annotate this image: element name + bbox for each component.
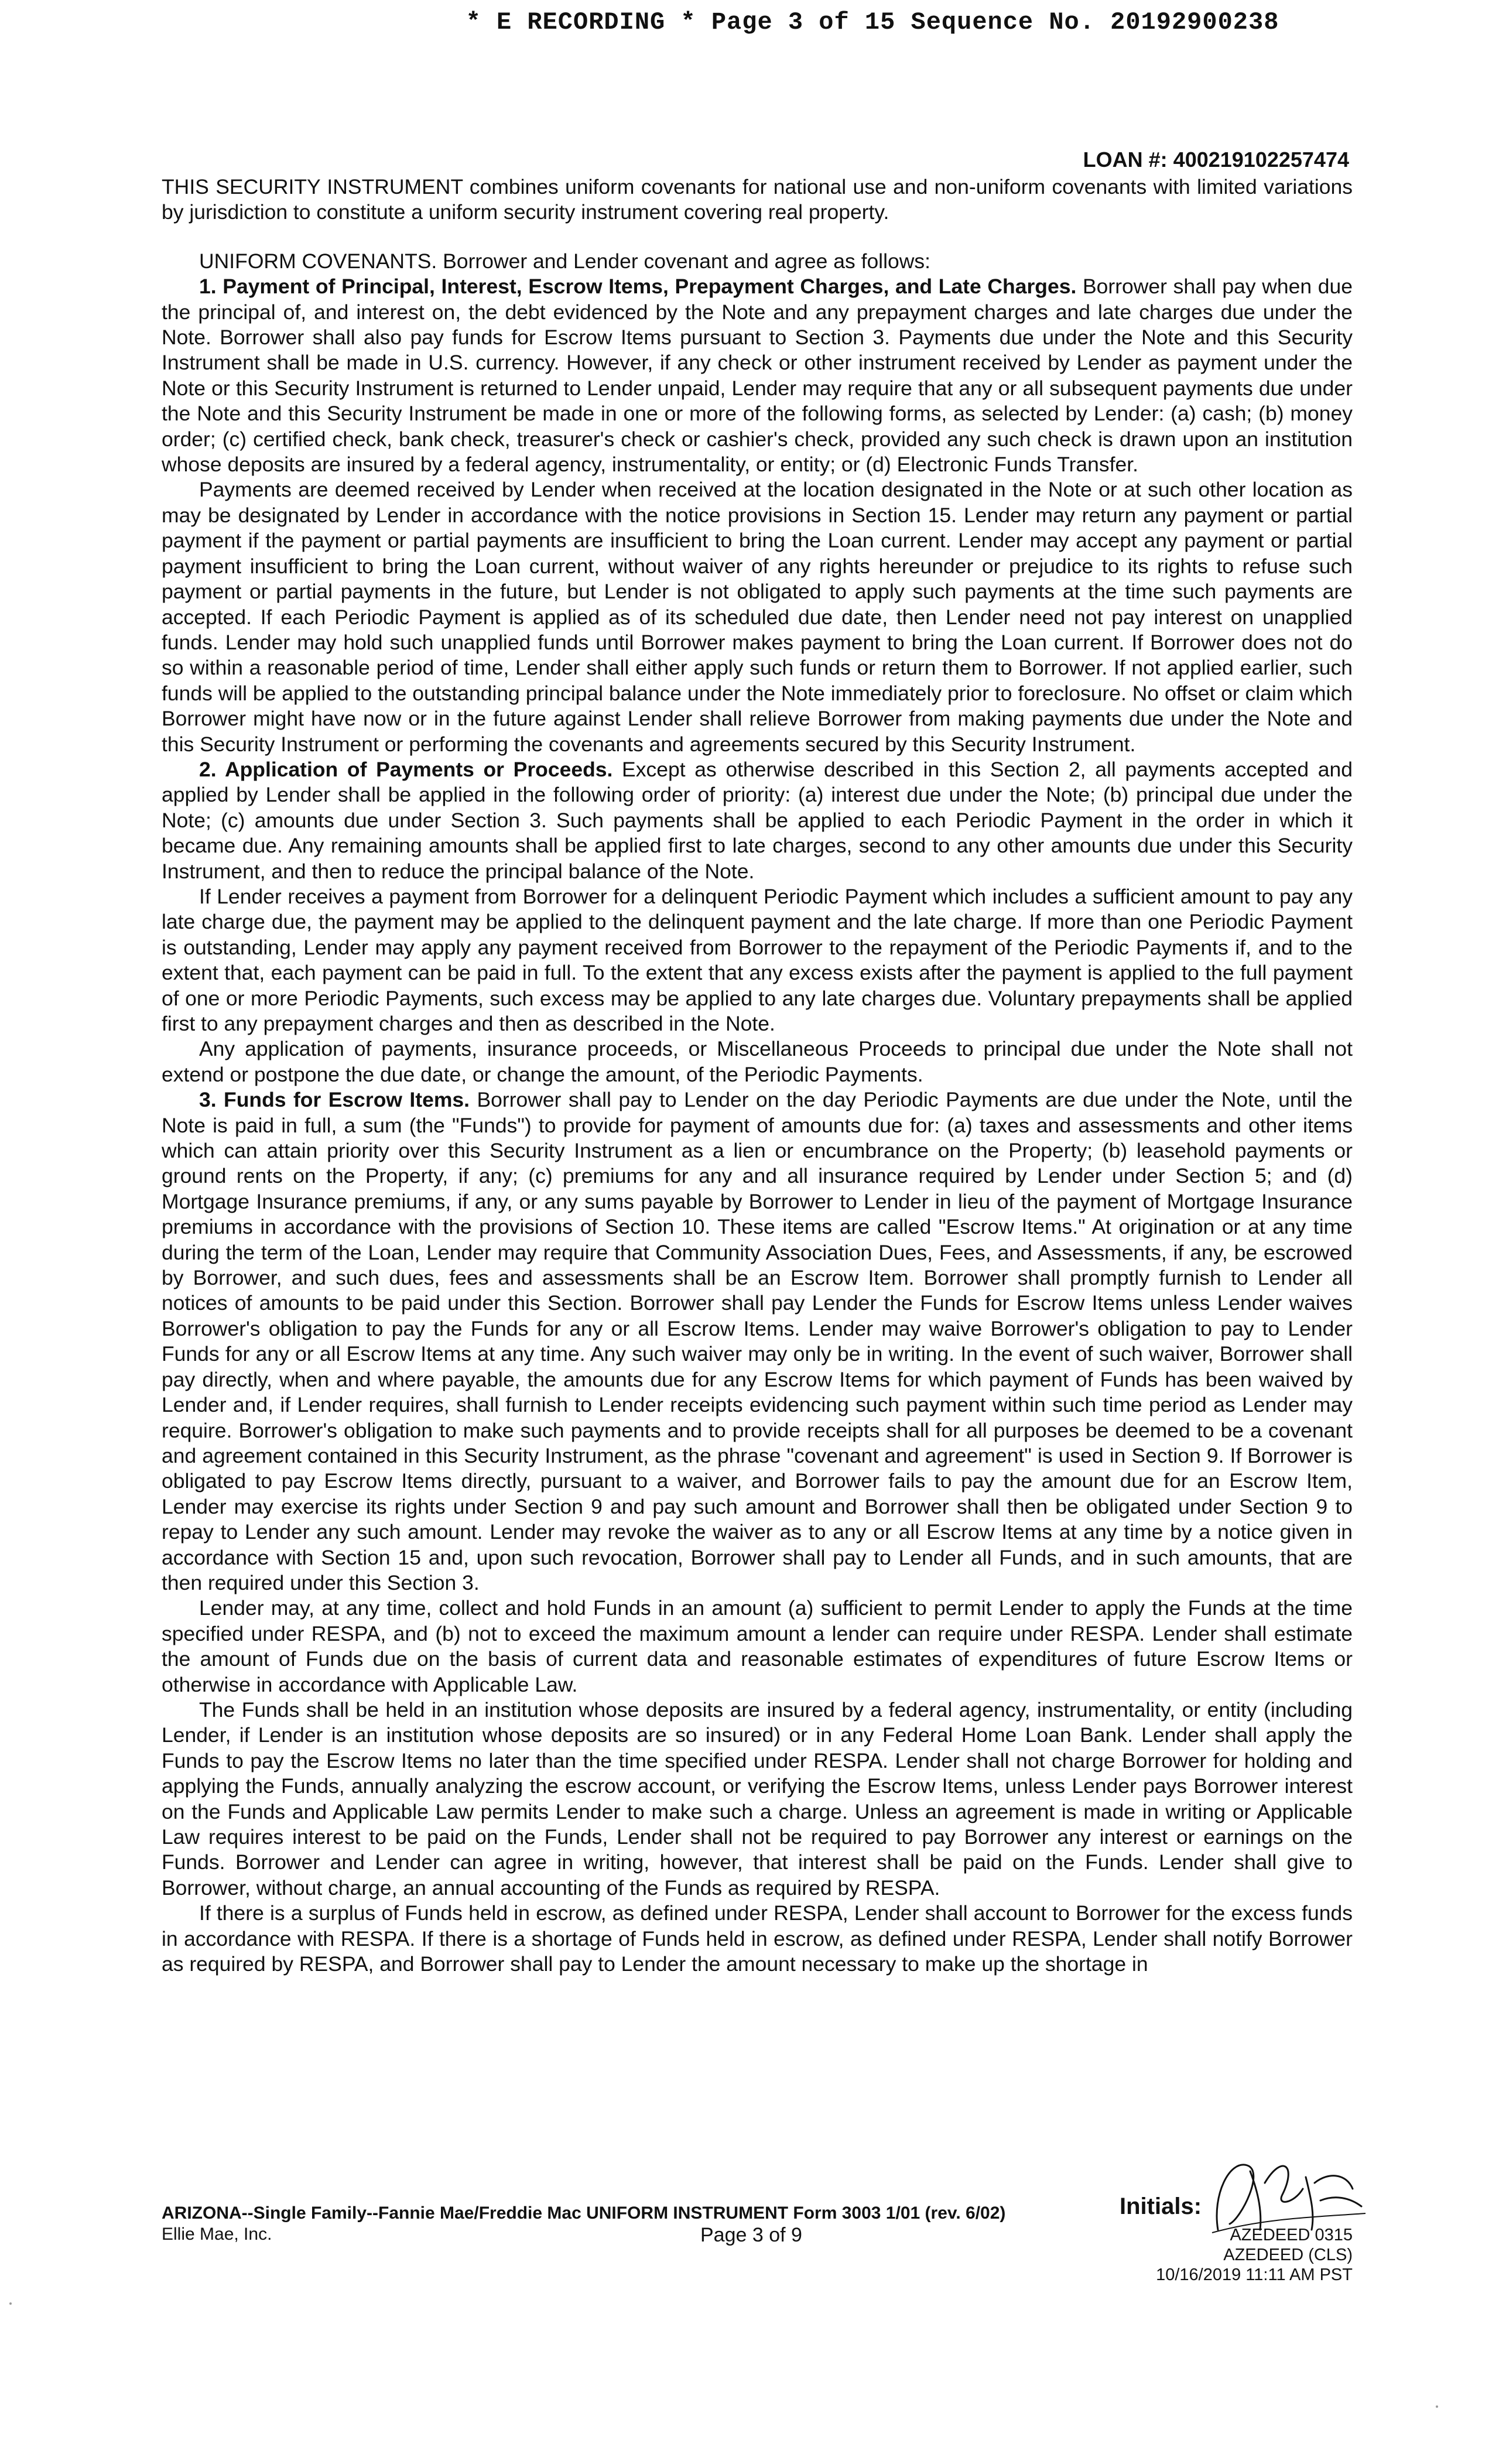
uniform-covenants-intro: UNIFORM COVENANTS. Borrower and Lender covenant and agree as follows: <box>199 249 930 273</box>
application-of-payments-paragraph: Any application of payments, insurance proceeds, or Miscellaneous Proceeds to principal due under the Note shall not extend or postpone the due date, or change the amount, of the Periodic Payments. <box>162 1037 1353 1086</box>
section-1-text: Borrower shall pay when due the principal of, and interest on, the debt evidenced by the Note and any prepayment charges and late charges due under the Note. Borrower shall also pay funds for Escrow Items pursuant to Section 3. Payments due under the Note and this Security Instrument shall be made in U.S. currency. However, if any check or other instrument received by Lender as payment under the Note or this Security Instrument is returned to Lender unpaid, Lender may require that any or all subsequent payments due under the Note and this Security Instrument be made in one or more of the following forms, as selected by Lender: (a) cash; (b) money order; (c) certified check, bank check, treasurer's check or cashier's check, provided any such check is drawn upon an institution whose deposits are insured by a federal agency, instrumentality, or entity; or (d) Electronic Funds Transfer. <box>162 275 1353 477</box>
stamp-line-3: 10/16/2019 11:11 AM PST <box>1156 2265 1353 2284</box>
vendor-name: Ellie Mae, Inc. <box>162 2225 272 2244</box>
recording-header: * E RECORDING * Page 3 of 15 Sequence No. 20192900238 <box>466 8 1279 36</box>
form-footer <box>162 2203 1005 2245</box>
form-identifier: ARIZONA--Single Family--Fannie Mae/Freddie Mac UNIFORM INSTRUMENT Form 3003 1/01 (rev. 6/02) <box>162 2203 1006 2223</box>
funds-held-paragraph: The Funds shall be held in an institution whose deposits are insured by a federal agency, instrumentality, or entity (including Lender, if Lender is an institution whose deposits are so insured) or in any Federal Home Loan Bank. Lender shall apply the Funds to pay the Escrow Items no later than the time specified under RESPA. Lender shall not charge Borrower for holding and applying the Funds, annually analyzing the escrow account, or verifying the Escrow Items, unless Lender pays Borrower interest on the Funds and Applicable Law permits Lender to make such a charge. Unless an agreement is made in writing or Applicable Law requires interest to be paid on the Funds, Lender shall not be required to pay Borrower any interest or earnings on the Funds. Borrower and Lender can agree in writing, however, that interest shall be paid on the Funds. Lender shall give to Borrower, without charge, an annual accounting of the Funds as required by RESPA. <box>162 1698 1353 1900</box>
stamp-line-2: AZEDEED (CLS) <box>1223 2246 1353 2264</box>
collect-funds-paragraph: Lender may, at any time, collect and hold Funds in an amount (a) sufficient to permit Lender to apply the Funds at the time specified under RESPA, and (b) not to exceed the maximum amount a lender can require under RESPA. Lender shall estimate the amount of Funds due on the basis of current data and reasonable estimates of expenditures of future Escrow Items or otherwise in accordance with Applicable Law. <box>162 1596 1353 1696</box>
section-2-paragraph <box>162 757 1353 884</box>
delinquent-payment-paragraph: If Lender receives a payment from Borrower for a delinquent Periodic Payment which includes a sufficient amount to pay any late charge due, the payment may be applied to the delinquent payment and the late charge. If more than one Periodic Payment is outstanding, Lender may apply any payment received from Borrower to the repayment of the Periodic Payments if, and to the extent that, each payment can be paid in full. To the extent that any excess exists after the payment is applied to the full payment of one or more Periodic Payments, such excess may be applied to any late charges due. Voluntary prepayments shall be applied first to any prepayment charges and then as described in the Note. <box>162 884 1353 1035</box>
page-number: Page 3 of 9 <box>700 2224 802 2246</box>
section-2-text: Except as otherwise described in this Section 2, all payments accepted and applied by Lender shall be applied in the following order of priority: (a) interest due under the Note; (b) principal due under the Note; (c) amounts due under Section 3. Such payments shall be applied to each Periodic Payment in the order in which it became due. Any remaining amounts shall be applied first to late charges, second to any other amounts due under this Security Instrument, and then to reduce the principal balance of the Note. <box>162 757 1353 883</box>
recording-stamp <box>1156 2225 1353 2285</box>
section-3-text: Borrower shall pay to Lender on the day Periodic Payments are due under the Note, until the Note is paid in full, a sum (the "Funds") to provide for payment of amounts due for: (a) taxes and assessments and other items which can attain priority over this Security Instrument as a lien or encumbrance on the Property; (b) leasehold payments or ground rents on the Property, if any; (c) premiums for any and all insurance required by Lender under Section 5; and (d) Mortgage Insurance premiums, if any, or any sums payable by Borrower to Lender in lieu of the payment of Mortgage Insurance premiums in accordance with the provisions of Section 10. These items are called "Escrow Items." At origination or at any time during the term of the Loan, Lender may require that Community Association Dues, Fees, and Assessments, if any, be escrowed by Borrower, and such dues, fees and assessments shall be an Escrow Item. Borrower shall promptly furnish to Lender all notices of amounts to be paid under this Section. Borrower shall pay Lender the Funds for Escrow Items unless Lender waives Borrower's obligation to pay the Funds for any or all Escrow Items. Lender may waive Borrower's obligation to pay to Lender Funds for any or all Escrow Items at any time. Any such waiver may only be in writing. In the event of such waiver, Borrower shall pay directly, when and where payable, the amounts due for any Escrow Items for which payment of Funds has been waived by Lender and, if Lender requires, shall furnish to Lender receipts evidencing such payment within such time period as Lender may require. Borrower's obligation to make such payments and to provide receipts shall for all purposes be deemed to be a covenant and agreement contained in this Security Instrument, as the phrase "covenant and agreement" is used in Section 9. If Borrower is obligated to pay Escrow Items directly, pursuant to a waiver, and Borrower fails to pay the amount due for an Escrow Item, Lender may exercise its rights under Section 9 and pay such amount and Borrower shall then be obligated under Section 9 to repay to Lender any such amount. Lender may revoke the waiver as to any or all Escrow Items at any time by a notice given in accordance with Section 15 and, upon such revocation, Borrower shall pay to Lender all Funds, and in such amounts, that are then required under this Section 3. <box>162 1088 1353 1594</box>
loan-number: LOAN #: 400219102257474 <box>1083 148 1349 172</box>
section-2-heading: 2. Application of Payments or Proceeds. <box>199 757 613 781</box>
initials-signature <box>1195 2148 1370 2236</box>
section-1-heading: 1. Payment of Principal, Interest, Escrow Items, Prepayment Charges, and Late Charges. <box>199 275 1077 299</box>
scan-speck <box>1436 2405 1438 2408</box>
intro-paragraph: THIS SECURITY INSTRUMENT combines uniform covenants for national use and non-uniform covenants with limited variations by jurisdiction to constitute a uniform security instrument covering real property. <box>162 175 1353 224</box>
payments-received-paragraph: Payments are deemed received by Lender when received at the location designated in the Note or at such other location as may be designated by Lender in accordance with the notice provisions in Section 15. Lender may return any payment or partial payment if the payment or partial payments are insufficient to bring the Loan current. Lender may accept any payment or partial payment insufficient to bring the Loan current, without waiver of any rights hereunder or prejudice to its rights to refuse such payment or partial payments in the future, but Lender is not obligated to apply such payments at the time such payments are accepted. If each Periodic Payment is applied as of its scheduled due date, then Lender need not pay interest on unapplied funds. Lender may hold such unapplied funds until Borrower makes payment to bring the Loan current. If Borrower does not do so within a reasonable period of time, Lender shall either apply such funds or return them to Borrower. If not applied earlier, such funds will be applied to the outstanding principal balance under the Note immediately prior to foreclosure. No offset or claim which Borrower might have now or in the future against Lender shall relieve Borrower from making payments due under the Note and this Security Instrument or performing the covenants and agreements secured by this Security Instrument. <box>162 478 1353 756</box>
section-1-paragraph <box>162 274 1353 477</box>
initials-label: Initials: <box>1120 2193 1202 2219</box>
section-3-paragraph <box>162 1087 1353 1596</box>
stamp-line-1: AZEDEED 0315 <box>1230 2226 1353 2244</box>
section-3-heading: 3. Funds for Escrow Items. <box>199 1088 470 1112</box>
surplus-paragraph: If there is a surplus of Funds held in escrow, as defined under RESPA, Lender shall account to Borrower for the excess funds in accordance with RESPA. If there is a shortage of Funds held in escrow, as defined under RESPA, Lender shall notify Borrower as required by RESPA, and Borrower shall pay to Lender the amount necessary to make up the shortage in <box>162 1901 1353 1976</box>
document-body <box>162 174 1353 1977</box>
scan-speck <box>9 2302 12 2305</box>
